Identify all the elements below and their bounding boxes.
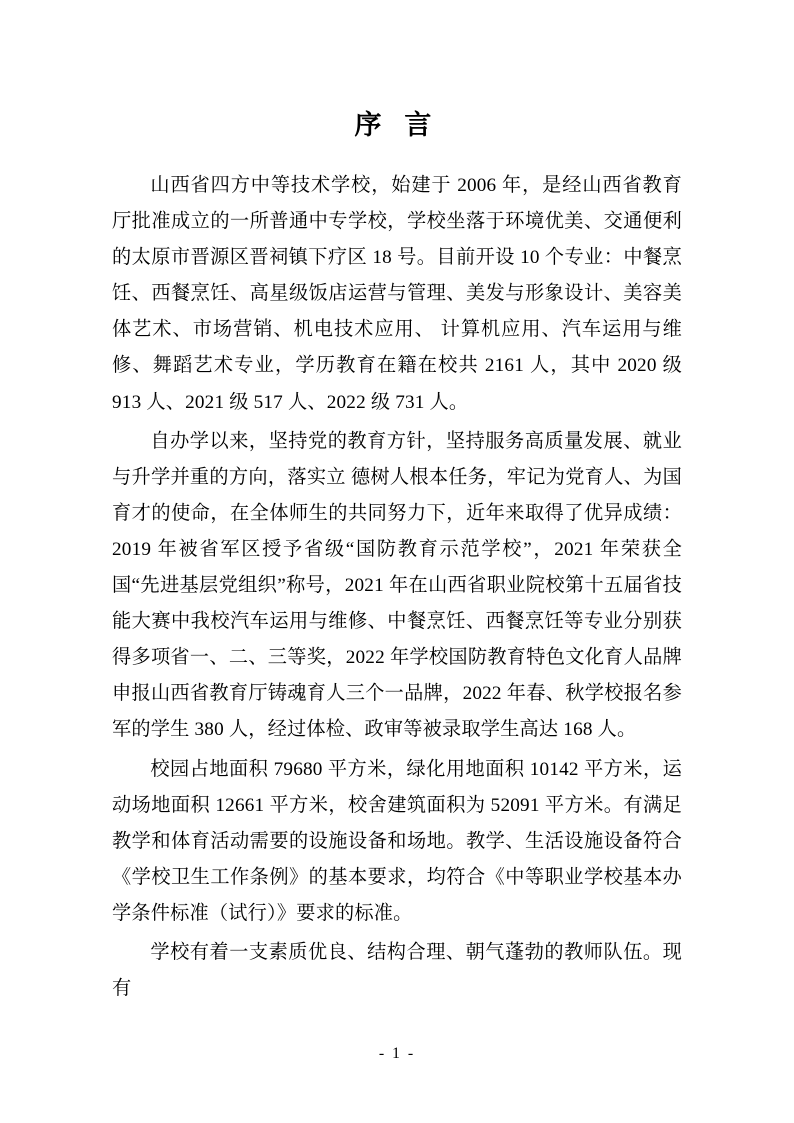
- paragraph-1: 山西省四方中等技术学校，始建于 2006 年，是经山西省教育厅批准成立的一所普通中专学校，学校坐落于环境优美、交通便利的太原市晋源区晋祠镇下疗区 18 号。目前开设 10 个专业：中餐烹饪、西餐烹饪、高星级饭店运营与管理、美发与形象设计、美容美体艺术、市场营销、机电技术应用、 计算机应用、汽车运用与维修、舞蹈艺术专业，学历教育在籍在校共 2161 人，其中 2020 级 913 人、2021 级 517 人、2022 级 731 人。: [112, 175, 682, 413]
- page-number: - 1 -: [378, 1045, 416, 1062]
- paragraph-2: 自办学以来，坚持党的教育方针，坚持服务高质量发展、就业与升学并重的方向，落实立 德树人根本任务，牢记为党育人、为国育才的使命，在全体师生的共同努力下，近年来取得了优异成绩：2019 年被省军区授予省级“国防教育示范学校”，2021 年荣获全国“先进基层党组织”称号，2021 年在山西省职业院校第十五届省技能大赛中我校汽车运用与维修、中餐烹饪、西餐烹饪等专业分别获得多项省一、二、三等奖，2022 年学校国防教育特色文化育人品牌申报山西省教育厅铸魂育人三个一品牌，2022 年春、秋学校报名参军的学生 380 人，经过体检、政审等被录取学生高达 168 人。: [112, 430, 682, 741]
- page-title-char-2: 言: [404, 110, 440, 140]
- paragraph-3: 校园占地面积 79680 平方米，绿化用地面积 10142 平方米，运动场地面积 12661 平方米，校舍建筑面积为 52091 平方米。有满足教学和体育活动需要的设施设备和场地。教学、生活设施设备符合《学校卫生工作条例》的基本要求，均符合《中等职业学校基本办学条件标准（试行）》要求的标准。: [112, 758, 682, 924]
- page-title-char-1: 序: [354, 110, 390, 140]
- paragraph-4: 学校有着一支素质优良、结构合理、朝气蓬勃的教师队伍。现有: [112, 941, 682, 1000]
- page-title: [112, 103, 682, 142]
